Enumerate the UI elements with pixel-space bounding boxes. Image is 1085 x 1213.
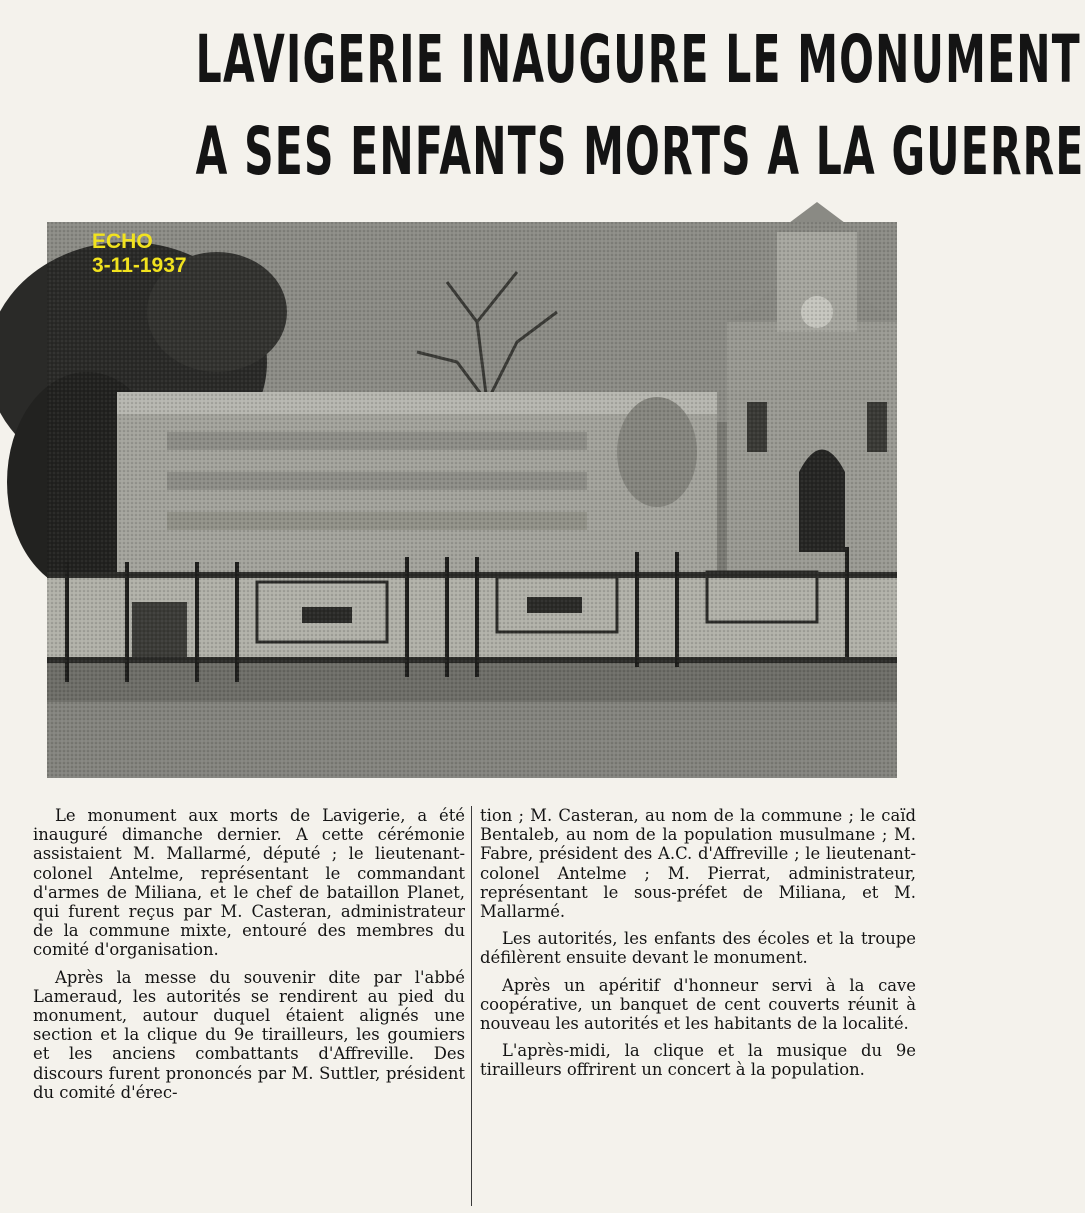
article-paragraph: L'après-midi, la clique et la musique du 9e tirailleurs offrirent un concert à la population. [480,1041,916,1080]
article-column-left [33,806,465,1110]
article-paragraph: Les autorités, les enfants des écoles et la troupe défilèrent ensuite devant le monument. [480,929,916,968]
stamp-date: 3-11-1937 [92,254,187,277]
stamp-source: ECHO [92,230,153,253]
article-paragraph: Après la messe du souvenir dite par l'abbé Lameraud, les autorités se rendirent au pied du monument, autour duquel étaient alignés une section et la clique du 9e tirailleurs, les goumiers et les anciens combattants d'Affreville. Des discours furent prononcés par M. Suttler, président du comité d'érec- [33,967,465,1102]
article-paragraph: Après un apéritif d'honneur servi à la cave coopérative, un banquet de cent couverts réunit à nouveau les autorités et les habitants de la localité. [480,975,916,1034]
article-paragraph-continued: tion ; M. Casteran, au nom de la commune ; le caïd Bentaleb, au nom de la population musulmane ; M. Fabre, président des A.C. d'Affreville ; le lieutenant-colonel Antelme ; M. Pierrat, administrateur, représentant le sous-préfet de Miliana, et M. Mallarmé. [480,806,916,922]
article-column-right [480,806,916,1088]
memorial-photo [47,222,897,778]
headline-line-2: A SES ENFANTS MORTS A LA GUERRE [195,113,1085,190]
memorial-photo-illustration [47,222,897,778]
headline-line-1: LAVIGERIE INAUGURE LE MONUMENT [195,21,1081,98]
column-divider [471,806,472,1206]
headline [195,14,1085,198]
date-stamp [92,230,187,278]
article-paragraph: Le monument aux morts de Lavigerie, a été inauguré dimanche dernier. A cette cérémonie assistaient M. Mallarmé, député ; le lieutenant-colonel Antelme, représentant le commandant d'armes de Miliana, et le chef de bataillon Planet, qui furent reçus par M. Casteran, administrateur de la commune mixte, entouré des membres du comité d'organisation. [33,806,465,960]
